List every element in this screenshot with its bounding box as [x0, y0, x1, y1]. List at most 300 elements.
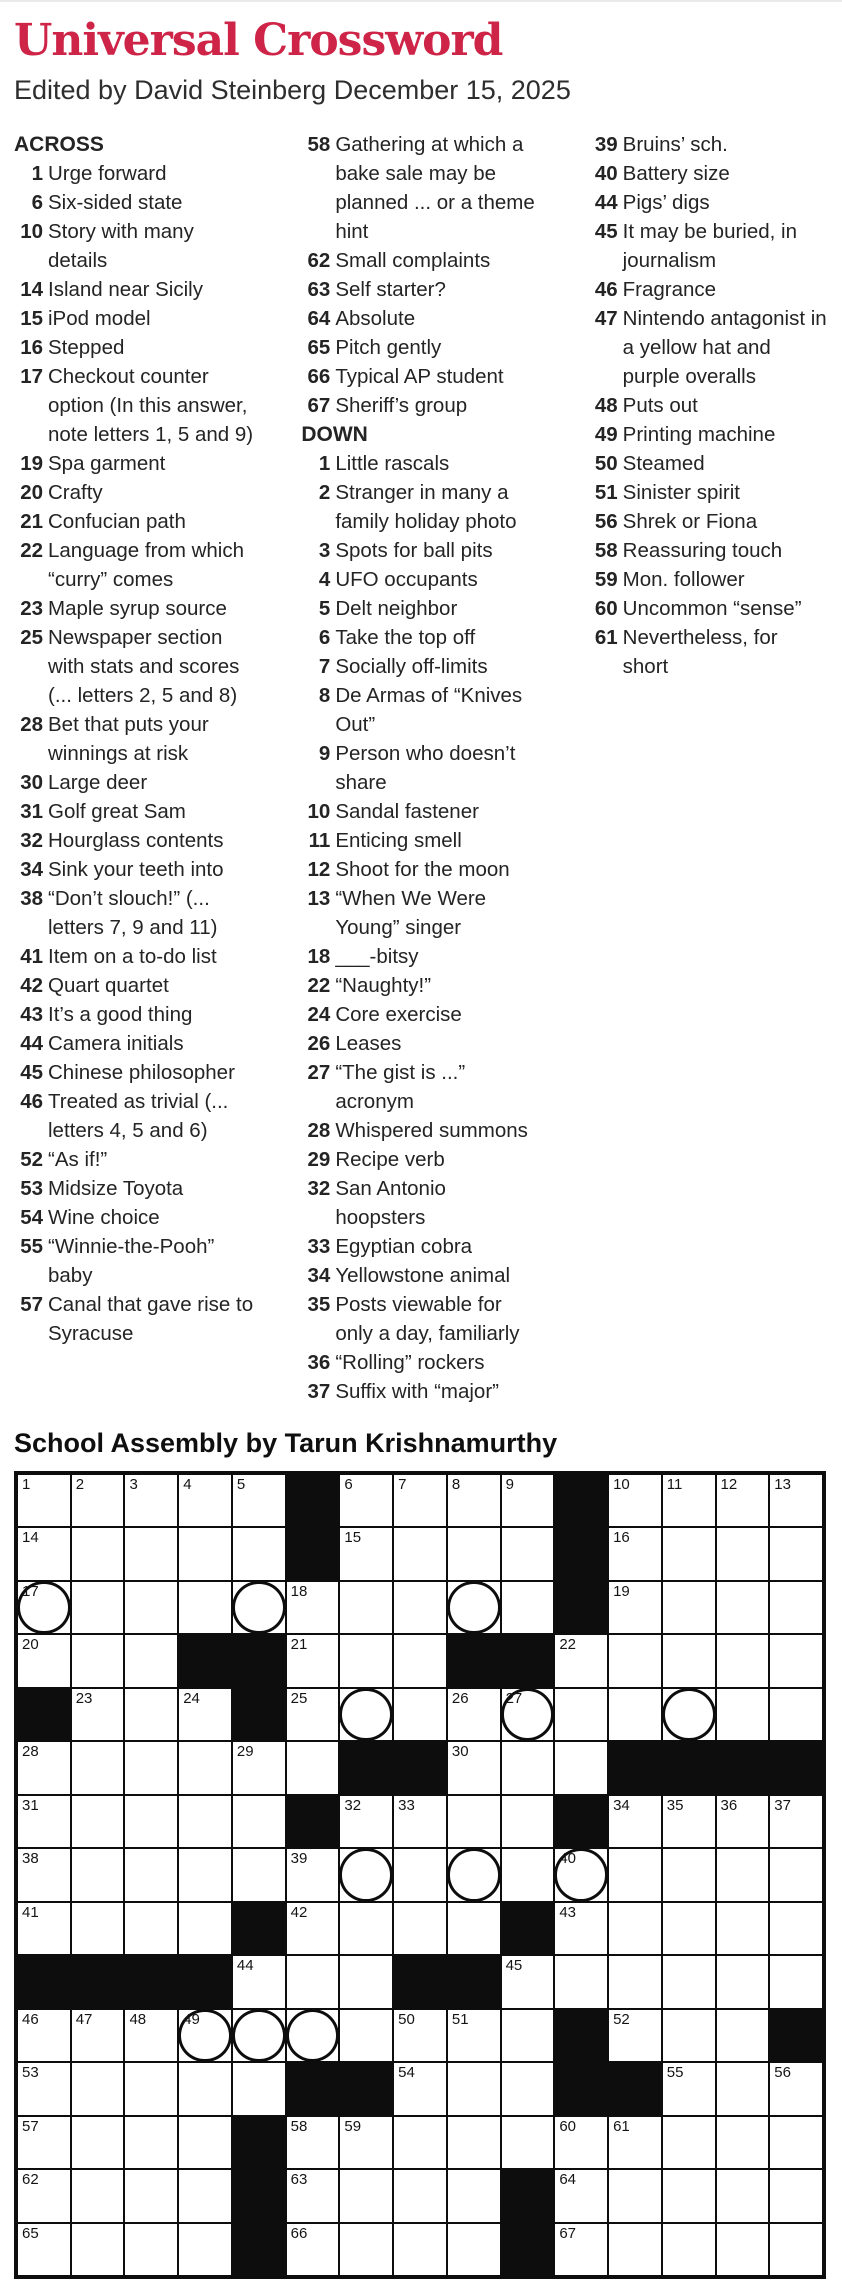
grid-cell[interactable] [125, 1796, 177, 1848]
down-clue-18[interactable] [301, 942, 540, 971]
clue-text: Egyptian cobra [335, 1234, 473, 1258]
down-clue-50[interactable] [589, 449, 828, 478]
grid-cell[interactable] [287, 2224, 339, 2276]
cell-number: 30 [451, 1743, 469, 1761]
grid-cell[interactable] [609, 1475, 661, 1527]
grid-cell[interactable] [233, 2063, 285, 2115]
grid-cell[interactable] [609, 1689, 661, 1741]
across-clue-53[interactable] [14, 1174, 253, 1203]
clue-text: Camera initials [48, 1031, 184, 1055]
grid-cell[interactable] [663, 1849, 715, 1901]
grid-cell[interactable] [717, 1796, 769, 1848]
clue-text: Sink your teeth into [48, 857, 224, 881]
grid-cell[interactable] [18, 2117, 70, 2169]
grid-cell[interactable] [448, 2224, 500, 2276]
grid-cell[interactable] [340, 1475, 392, 1527]
grid-cell[interactable] [394, 1849, 446, 1901]
grid-cell[interactable] [609, 2170, 661, 2222]
grid-cell[interactable] [179, 2224, 231, 2276]
across-clue-21[interactable] [14, 507, 253, 536]
grid-cell[interactable] [72, 2224, 124, 2276]
down-clue-4[interactable] [301, 565, 540, 594]
grid-cell[interactable] [555, 1635, 607, 1687]
grid-cell-black [18, 1956, 70, 2008]
grid-cell[interactable] [125, 2063, 177, 2115]
down-clue-51[interactable] [589, 478, 828, 507]
grid-cell[interactable] [770, 1635, 822, 1687]
grid-cell[interactable] [717, 2063, 769, 2115]
across-clue-67[interactable] [301, 391, 540, 420]
grid-cell[interactable] [287, 2117, 339, 2169]
grid-cell[interactable] [18, 1635, 70, 1687]
grid-cell[interactable] [233, 1956, 285, 2008]
down-clue-1[interactable] [301, 449, 540, 478]
grid-cell[interactable] [448, 1689, 500, 1741]
grid-cell[interactable] [340, 1956, 392, 2008]
clue-text: Item on a to-do list [48, 944, 217, 968]
grid-cell[interactable] [394, 2010, 446, 2062]
grid-cell[interactable] [717, 1689, 769, 1741]
grid-cell[interactable] [394, 2224, 446, 2276]
grid-cell[interactable] [448, 2010, 500, 2062]
grid-cell[interactable] [18, 1475, 70, 1527]
grid-cell[interactable] [555, 2170, 607, 2222]
across-clue-32[interactable] [14, 826, 253, 855]
down-clue-58[interactable] [589, 536, 828, 565]
grid-cell[interactable] [179, 2063, 231, 2115]
down-clue-8[interactable] [301, 681, 540, 739]
down-clue-61[interactable] [589, 623, 828, 681]
grid-cell[interactable] [502, 1528, 554, 1580]
puzzle-title: School Assembly by Tarun Krishnamurthy [14, 1427, 558, 1458]
grid-cell[interactable] [448, 1849, 500, 1901]
grid-cell[interactable] [125, 2117, 177, 2169]
grid-cell[interactable] [609, 2010, 661, 2062]
grid-cell[interactable] [287, 2170, 339, 2222]
down-clue-32[interactable] [301, 1174, 540, 1232]
grid-cell[interactable] [663, 1635, 715, 1687]
across-clue-54[interactable] [14, 1203, 253, 1232]
down-clue-46[interactable] [589, 275, 828, 304]
grid-cell[interactable] [663, 1528, 715, 1580]
circle-marker [662, 1688, 716, 1742]
clue-text: Golf great Sam [48, 799, 186, 823]
across-clue-1[interactable] [14, 159, 253, 188]
across-clue-15[interactable] [14, 304, 253, 333]
grid-cell[interactable] [125, 1742, 177, 1794]
across-clue-6[interactable] [14, 188, 253, 217]
down-clue-27[interactable] [301, 1058, 540, 1116]
grid-cell[interactable] [609, 1956, 661, 2008]
grid-cell[interactable] [233, 1742, 285, 1794]
grid-cell[interactable] [179, 2170, 231, 2222]
clue-number: 62 [307, 248, 331, 272]
grid-cell[interactable] [555, 1849, 607, 1901]
grid-cell[interactable] [448, 1582, 500, 1634]
clue-text: Stepped [48, 335, 125, 359]
grid-cell[interactable] [179, 1849, 231, 1901]
grid-cell[interactable] [448, 2170, 500, 2222]
across-clue-64[interactable] [301, 304, 540, 333]
grid-cell[interactable] [340, 1849, 392, 1901]
grid-cell[interactable] [394, 2170, 446, 2222]
across-clue-19[interactable] [14, 449, 253, 478]
down-clue-44[interactable] [589, 188, 828, 217]
grid-cell-black [555, 1475, 607, 1527]
grid-cell[interactable] [72, 1528, 124, 1580]
grid-cell[interactable] [72, 1475, 124, 1527]
grid-cell[interactable] [717, 1475, 769, 1527]
cell-number: 24 [183, 1689, 200, 1707]
down-clue-35[interactable] [301, 1290, 540, 1348]
grid-cell[interactable] [179, 1582, 231, 1634]
clue-number: 12 [307, 857, 331, 881]
grid-cell[interactable] [502, 2010, 554, 2062]
down-clue-12[interactable] [301, 855, 540, 884]
cell-number: 42 [290, 1903, 308, 1921]
grid-cell[interactable] [340, 2170, 392, 2222]
down-clue-60[interactable] [589, 594, 828, 623]
grid-cell[interactable] [663, 2170, 715, 2222]
clue-text: Person who doesn’t share [335, 741, 516, 794]
grid-cell[interactable] [770, 1582, 822, 1634]
grid-cell[interactable] [287, 1689, 339, 1741]
grid-cell[interactable] [287, 1742, 339, 1794]
down-clue-37[interactable] [301, 1377, 540, 1406]
grid-cell[interactable] [340, 1528, 392, 1580]
grid-cell[interactable] [555, 1689, 607, 1741]
grid-cell[interactable] [287, 1956, 339, 2008]
grid-cell[interactable] [179, 1796, 231, 1848]
across-clue-42[interactable] [14, 971, 253, 1000]
grid-cell[interactable] [287, 1635, 339, 1687]
cell-number: 56 [774, 2064, 791, 2082]
down-clue-9[interactable] [301, 739, 540, 797]
grid-cell[interactable] [72, 2010, 124, 2062]
across-clue-46[interactable] [14, 1087, 253, 1145]
grid-cell-black [287, 2063, 339, 2115]
grid-cell[interactable] [663, 2010, 715, 2062]
grid-cell[interactable] [179, 2117, 231, 2169]
down-clue-48[interactable] [589, 391, 828, 420]
across-clue-34[interactable] [14, 855, 253, 884]
down-clue-49[interactable] [589, 420, 828, 449]
grid-cell[interactable] [287, 1582, 339, 1634]
grid-cell[interactable] [125, 2224, 177, 2276]
cell-number: 25 [290, 1689, 308, 1707]
grid-cell[interactable] [502, 1956, 554, 2008]
across-clue-22[interactable] [14, 536, 253, 594]
grid-cell[interactable] [233, 1849, 285, 1901]
grid-cell[interactable] [555, 1956, 607, 2008]
across-clue-44[interactable] [14, 1029, 253, 1058]
grid-cell[interactable] [717, 2117, 769, 2169]
grid-cell[interactable] [72, 2117, 124, 2169]
grid-cell[interactable] [125, 1849, 177, 1901]
grid-cell[interactable] [18, 1528, 70, 1580]
down-clue-3[interactable] [301, 536, 540, 565]
down-clue-33[interactable] [301, 1232, 540, 1261]
grid-cell[interactable] [663, 2117, 715, 2169]
down-clue-45[interactable] [589, 217, 828, 275]
down-clue-39[interactable] [589, 130, 828, 159]
across-clue-23[interactable] [14, 594, 253, 623]
grid-cell[interactable] [555, 1742, 607, 1794]
grid-cell[interactable] [18, 1742, 70, 1794]
grid-cell[interactable] [18, 2224, 70, 2276]
grid-cell[interactable] [340, 1903, 392, 1955]
grid-cell[interactable] [448, 1475, 500, 1527]
grid-cell[interactable] [18, 1582, 70, 1634]
grid-cell[interactable] [609, 1849, 661, 1901]
grid-cell[interactable] [125, 1582, 177, 1634]
grid-cell[interactable] [179, 1742, 231, 1794]
grid-cell[interactable] [555, 2224, 607, 2276]
grid-cell[interactable] [717, 2170, 769, 2222]
down-clue-5[interactable] [301, 594, 540, 623]
grid-cell[interactable] [717, 2010, 769, 2062]
grid-cell[interactable] [72, 1849, 124, 1901]
across-clue-52[interactable] [14, 1145, 253, 1174]
cell-number: 17 [22, 1582, 39, 1600]
grid-cell[interactable] [717, 1528, 769, 1580]
grid-cell[interactable] [394, 2117, 446, 2169]
grid-cell[interactable] [502, 1796, 554, 1848]
grid-cell[interactable] [609, 2117, 661, 2169]
down-clue-29[interactable] [301, 1145, 540, 1174]
grid-cell[interactable] [287, 1903, 339, 1955]
grid-cell[interactable] [448, 1796, 500, 1848]
down-clue-59[interactable] [589, 565, 828, 594]
across-clue-58[interactable] [301, 130, 540, 246]
grid-cell[interactable] [770, 2170, 822, 2222]
across-clue-10[interactable] [14, 217, 253, 275]
grid-cell[interactable] [179, 1689, 231, 1741]
grid-cell[interactable] [770, 1903, 822, 1955]
clue-number: 4 [318, 567, 331, 591]
grid-cell[interactable] [770, 1475, 822, 1527]
circle-marker [232, 1581, 286, 1635]
grid-cell[interactable] [72, 2170, 124, 2222]
across-clue-66[interactable] [301, 362, 540, 391]
down-clue-22[interactable] [301, 971, 540, 1000]
grid-cell[interactable] [18, 2010, 70, 2062]
grid-cell[interactable] [770, 1956, 822, 2008]
grid-cell[interactable] [717, 1849, 769, 1901]
across-clue-20[interactable] [14, 478, 253, 507]
grid-cell[interactable] [663, 1796, 715, 1848]
grid-cell[interactable] [502, 1742, 554, 1794]
grid-cell[interactable] [770, 1849, 822, 1901]
grid-cell[interactable] [179, 2010, 231, 2062]
across-clue-16[interactable] [14, 333, 253, 362]
grid-cell[interactable] [555, 1903, 607, 1955]
grid-cell[interactable] [72, 1796, 124, 1848]
grid-cell[interactable] [179, 1475, 231, 1527]
down-clue-10[interactable] [301, 797, 540, 826]
grid-cell[interactable] [502, 2117, 554, 2169]
grid-cell[interactable] [502, 1475, 554, 1527]
grid-cell[interactable] [340, 2010, 392, 2062]
down-clue-24[interactable] [301, 1000, 540, 1029]
across-clue-30[interactable] [14, 768, 253, 797]
down-clue-47[interactable] [589, 304, 828, 391]
grid-cell[interactable] [502, 1689, 554, 1741]
grid-cell[interactable] [663, 2063, 715, 2115]
grid-cell[interactable] [663, 1475, 715, 1527]
grid-cell[interactable] [663, 1903, 715, 1955]
grid-cell[interactable] [125, 1689, 177, 1741]
grid-cell[interactable] [717, 1582, 769, 1634]
down-clue-36[interactable] [301, 1348, 540, 1377]
grid-cell[interactable] [18, 1849, 70, 1901]
grid-cell[interactable] [609, 1635, 661, 1687]
grid-cell[interactable] [448, 1903, 500, 1955]
grid-cell[interactable] [663, 1689, 715, 1741]
grid-cell[interactable] [609, 1528, 661, 1580]
grid-cell[interactable] [609, 1582, 661, 1634]
grid-cell[interactable] [18, 2063, 70, 2115]
grid-cell[interactable] [394, 1903, 446, 1955]
grid-cell[interactable] [125, 1528, 177, 1580]
down-clue-56[interactable] [589, 507, 828, 536]
clue-text: Pitch gently [335, 335, 442, 359]
grid-cell[interactable] [394, 1796, 446, 1848]
grid-cell[interactable] [502, 1849, 554, 1901]
grid-cell[interactable] [287, 1849, 339, 1901]
clue-number: 20 [20, 480, 43, 504]
grid-cell[interactable] [663, 2224, 715, 2276]
across-clue-31[interactable] [14, 797, 253, 826]
clue-number: 44 [20, 1031, 43, 1055]
clue-number: 60 [594, 596, 618, 620]
down-clue-7[interactable] [301, 652, 540, 681]
grid-cell[interactable] [340, 2224, 392, 2276]
grid-cell[interactable] [125, 1635, 177, 1687]
grid-cell[interactable] [663, 1582, 715, 1634]
grid-cell[interactable] [609, 1903, 661, 1955]
grid-cell[interactable] [502, 1582, 554, 1634]
grid-cell[interactable] [609, 2224, 661, 2276]
across-clue-41[interactable] [14, 942, 253, 971]
grid-cell[interactable] [72, 1582, 124, 1634]
grid-cell[interactable] [233, 2010, 285, 2062]
grid-cell[interactable] [770, 2063, 822, 2115]
grid-cell[interactable] [179, 1903, 231, 1955]
down-clue-40[interactable] [589, 159, 828, 188]
across-clue-25[interactable] [14, 623, 253, 710]
grid-cell[interactable] [770, 1689, 822, 1741]
grid-cell[interactable] [394, 1528, 446, 1580]
clue-text: Sheriff’s group [335, 393, 468, 417]
grid-cell[interactable] [663, 1956, 715, 2008]
cell-number: 45 [505, 1957, 523, 1975]
grid-cell[interactable] [502, 2063, 554, 2115]
grid-cell[interactable] [340, 1635, 392, 1687]
grid-cell[interactable] [394, 1689, 446, 1741]
across-clue-62[interactable] [301, 246, 540, 275]
grid-cell[interactable] [394, 1582, 446, 1634]
grid-cell[interactable] [18, 1903, 70, 1955]
grid-cell[interactable] [340, 1582, 392, 1634]
across-clue-28[interactable] [14, 710, 253, 768]
grid-cell[interactable] [770, 2224, 822, 2276]
grid-cell[interactable] [125, 2010, 177, 2062]
grid-cell[interactable] [125, 1903, 177, 1955]
grid-cell[interactable] [72, 2063, 124, 2115]
down-clue-26[interactable] [301, 1029, 540, 1058]
grid-cell[interactable] [340, 2117, 392, 2169]
down-clue-2[interactable] [301, 478, 540, 536]
down-clue-6[interactable] [301, 623, 540, 652]
down-clue-34[interactable] [301, 1261, 540, 1290]
grid-cell[interactable] [125, 2170, 177, 2222]
grid-cell[interactable] [770, 1528, 822, 1580]
across-clue-14[interactable] [14, 275, 253, 304]
clue-list [14, 130, 828, 1422]
grid-cell[interactable] [448, 1742, 500, 1794]
grid-cell[interactable] [448, 1528, 500, 1580]
across-clue-63[interactable] [301, 275, 540, 304]
grid-cell[interactable] [770, 1796, 822, 1848]
grid-cell[interactable] [287, 2010, 339, 2062]
grid-cell[interactable] [555, 2117, 607, 2169]
grid-cell-black [233, 1689, 285, 1741]
clue-number: 58 [594, 538, 618, 562]
grid-cell[interactable] [233, 1475, 285, 1527]
grid-cell[interactable] [233, 1582, 285, 1634]
across-clue-45[interactable] [14, 1058, 253, 1087]
grid-cell[interactable] [72, 1635, 124, 1687]
grid-cell[interactable] [717, 1635, 769, 1687]
grid-cell[interactable] [340, 1796, 392, 1848]
grid-cell[interactable] [233, 1528, 285, 1580]
across-clue-38[interactable] [14, 884, 253, 942]
grid-cell[interactable] [72, 1689, 124, 1741]
grid-cell[interactable] [179, 1528, 231, 1580]
grid-cell[interactable] [394, 2063, 446, 2115]
grid-cell[interactable] [717, 1903, 769, 1955]
grid-cell[interactable] [125, 1475, 177, 1527]
grid-cell[interactable] [717, 2224, 769, 2276]
grid-cell[interactable] [394, 1475, 446, 1527]
grid-cell[interactable] [394, 1635, 446, 1687]
clue-text: Shrek or Fiona [622, 509, 758, 533]
grid-cell[interactable] [448, 2063, 500, 2115]
grid-cell[interactable] [717, 1956, 769, 2008]
clue-number: 56 [594, 509, 618, 533]
clue-text: Fragrance [622, 277, 717, 301]
down-clue-13[interactable] [301, 884, 540, 942]
down-clue-28[interactable] [301, 1116, 540, 1145]
grid-cell[interactable] [233, 1796, 285, 1848]
grid-cell[interactable] [448, 2117, 500, 2169]
grid-cell[interactable] [18, 2170, 70, 2222]
grid-cell[interactable] [72, 1903, 124, 1955]
across-clue-17[interactable] [14, 362, 253, 449]
across-clue-65[interactable] [301, 333, 540, 362]
across-clue-57[interactable] [14, 1290, 253, 1348]
grid-cell[interactable] [18, 1796, 70, 1848]
across-clue-43[interactable] [14, 1000, 253, 1029]
down-clue-11[interactable] [301, 826, 540, 855]
across-clue-55[interactable] [14, 1232, 253, 1290]
grid-cell[interactable] [340, 1689, 392, 1741]
grid-cell[interactable] [72, 1742, 124, 1794]
grid-cell[interactable] [770, 2117, 822, 2169]
clue-text: De Armas of “Knives Out” [335, 683, 523, 736]
grid-cell[interactable] [609, 1796, 661, 1848]
